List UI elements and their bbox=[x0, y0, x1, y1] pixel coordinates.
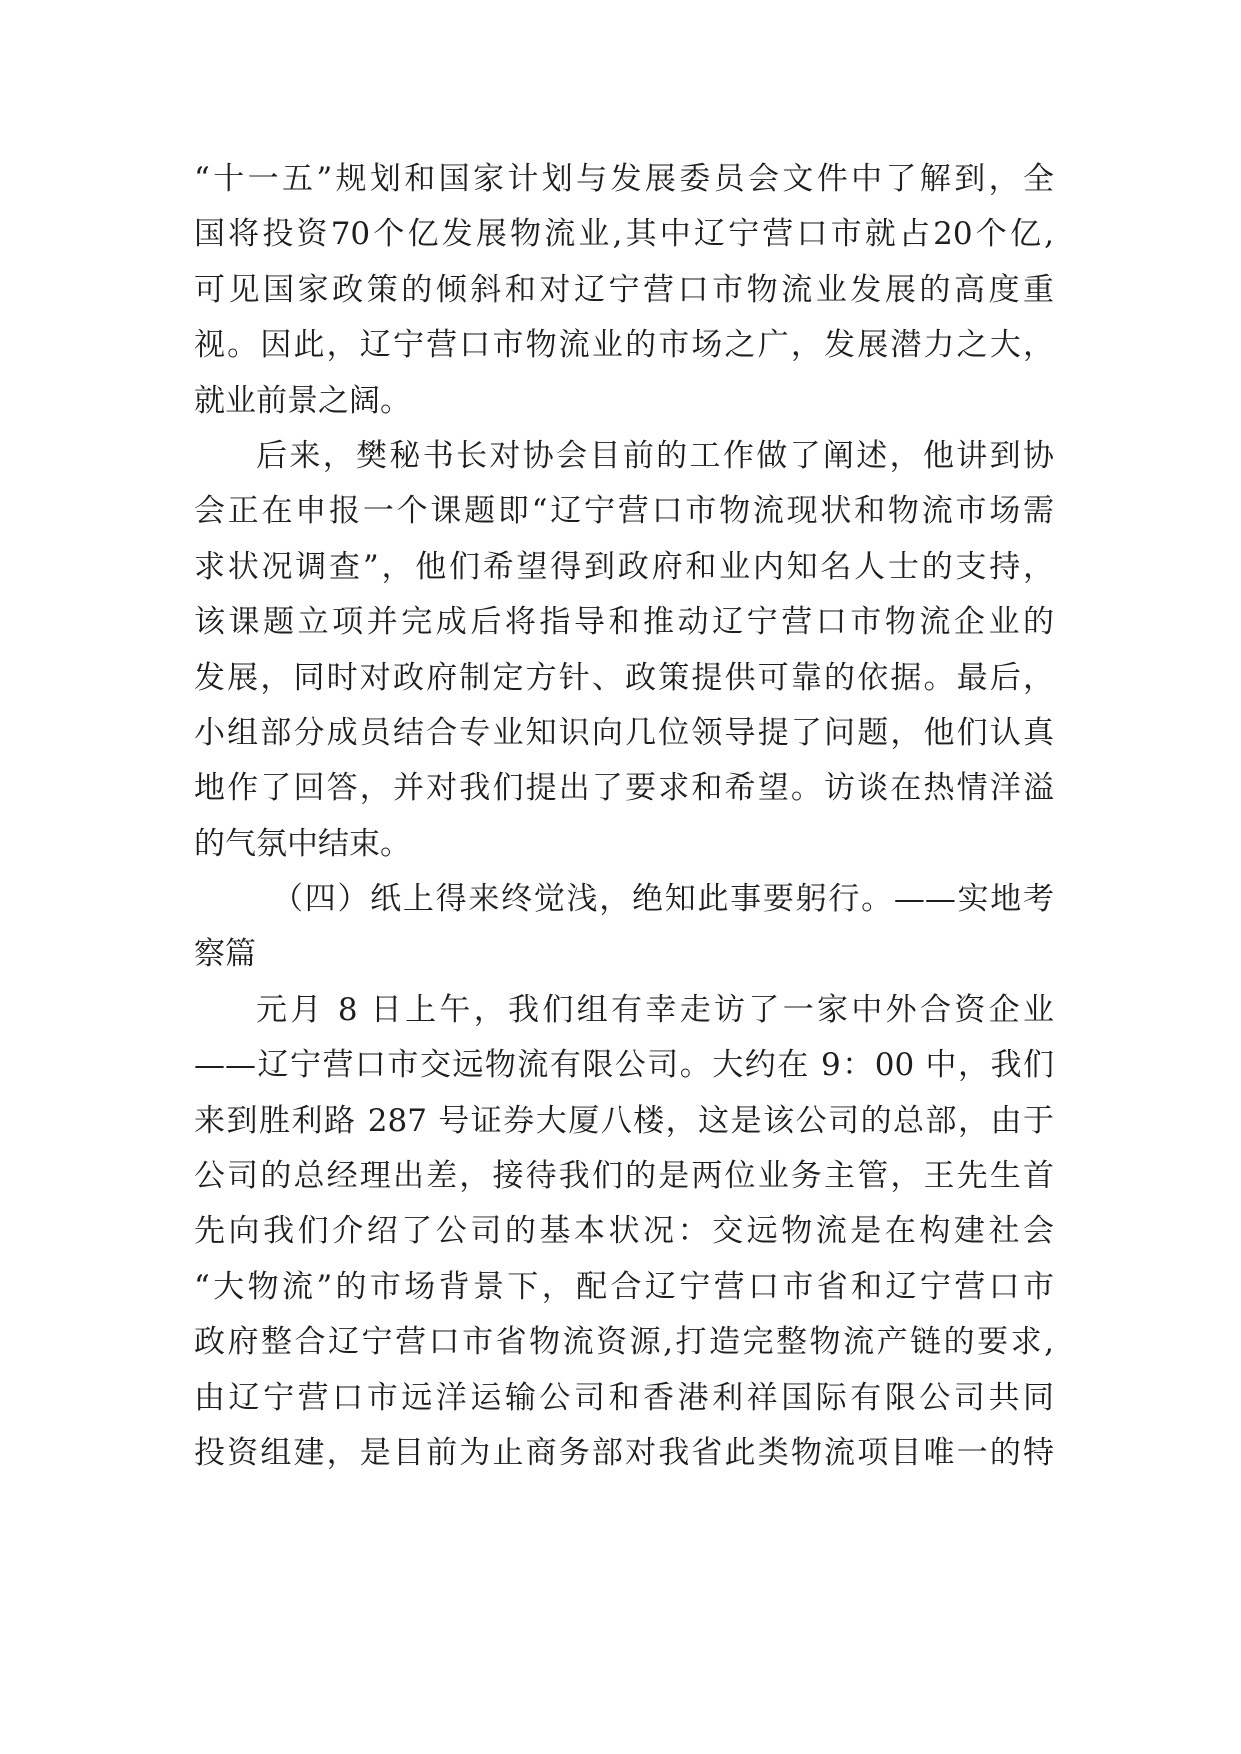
text-line: 小组部分成员结合专业知识向几位领导提了问题，他们认真 bbox=[194, 714, 1054, 751]
text-line: 后来，樊秘书长对协会目前的工作做了阐述，他讲到协 bbox=[256, 437, 1054, 474]
text-line: 的气氛中结束。 bbox=[194, 825, 411, 862]
text-line: 发展，同时对政府制定方针、政策提供可靠的依据。最后， bbox=[194, 659, 1054, 696]
section-heading-field-study bbox=[194, 872, 1054, 983]
heading-line: 察篇 bbox=[194, 936, 256, 973]
text-line: 视。因此，辽宁营口市物流业的市场之广，发展潜力之大， bbox=[194, 327, 1054, 364]
text-line: 来到胜利路 287 号证券大厦八楼，这是该公司的总部，由于 bbox=[194, 1102, 1054, 1139]
text-line: 该课题立项并完成后将指导和推动辽宁营口市物流企业的 bbox=[194, 604, 1054, 641]
text-line: “大物流”的市场背景下，配合辽宁营口市省和辽宁营口市 bbox=[194, 1268, 1054, 1305]
text-line: 求状况调查”，他们希望得到政府和业内知名人士的支持， bbox=[194, 548, 1054, 585]
heading-line: （四）纸上得来终觉浅，绝知此事要躬行。——实地考 bbox=[272, 881, 1054, 918]
text-line: ——辽宁营口市交远物流有限公司。大约在 9：00 中，我们 bbox=[194, 1047, 1054, 1084]
text-line: 公司的总经理出差，接待我们的是两位业务主管，王先生首 bbox=[194, 1158, 1054, 1195]
text-line: 可见国家政策的倾斜和对辽宁营口市物流业发展的高度重 bbox=[194, 271, 1054, 308]
paragraph-company-visit bbox=[194, 983, 1054, 1482]
text-line: 由辽宁营口市远洋运输公司和香港利祥国际有限公司共同 bbox=[194, 1379, 1054, 1416]
text-line: 政府整合辽宁营口市省物流资源,打造完整物流产链的要求, bbox=[194, 1324, 1054, 1361]
text-line: 元月 8 日上午，我们组有幸走访了一家中外合资企业 bbox=[256, 991, 1054, 1028]
text-line: 地作了回答，并对我们提出了要求和希望。访谈在热情洋溢 bbox=[194, 770, 1054, 807]
document-body bbox=[194, 152, 1054, 1481]
text-line: “十一五”规划和国家计划与发展委员会文件中了解到，全 bbox=[194, 161, 1054, 197]
text-line: 投资组建，是目前为止商务部对我省此类物流项目唯一的特 bbox=[194, 1434, 1054, 1471]
text-line: 先向我们介绍了公司的基本状况：交远物流是在构建社会 bbox=[194, 1213, 1054, 1250]
paragraph-association-work bbox=[194, 429, 1054, 872]
text-line: 会正在申报一个课题即“辽宁营口市物流现状和物流市场需 bbox=[194, 493, 1054, 530]
paragraph-national-plan bbox=[194, 152, 1054, 429]
text-line: 就业前景之阔。 bbox=[194, 382, 411, 419]
text-line: 国将投资70个亿发展物流业,其中辽宁营口市就占20个亿, bbox=[194, 216, 1054, 253]
